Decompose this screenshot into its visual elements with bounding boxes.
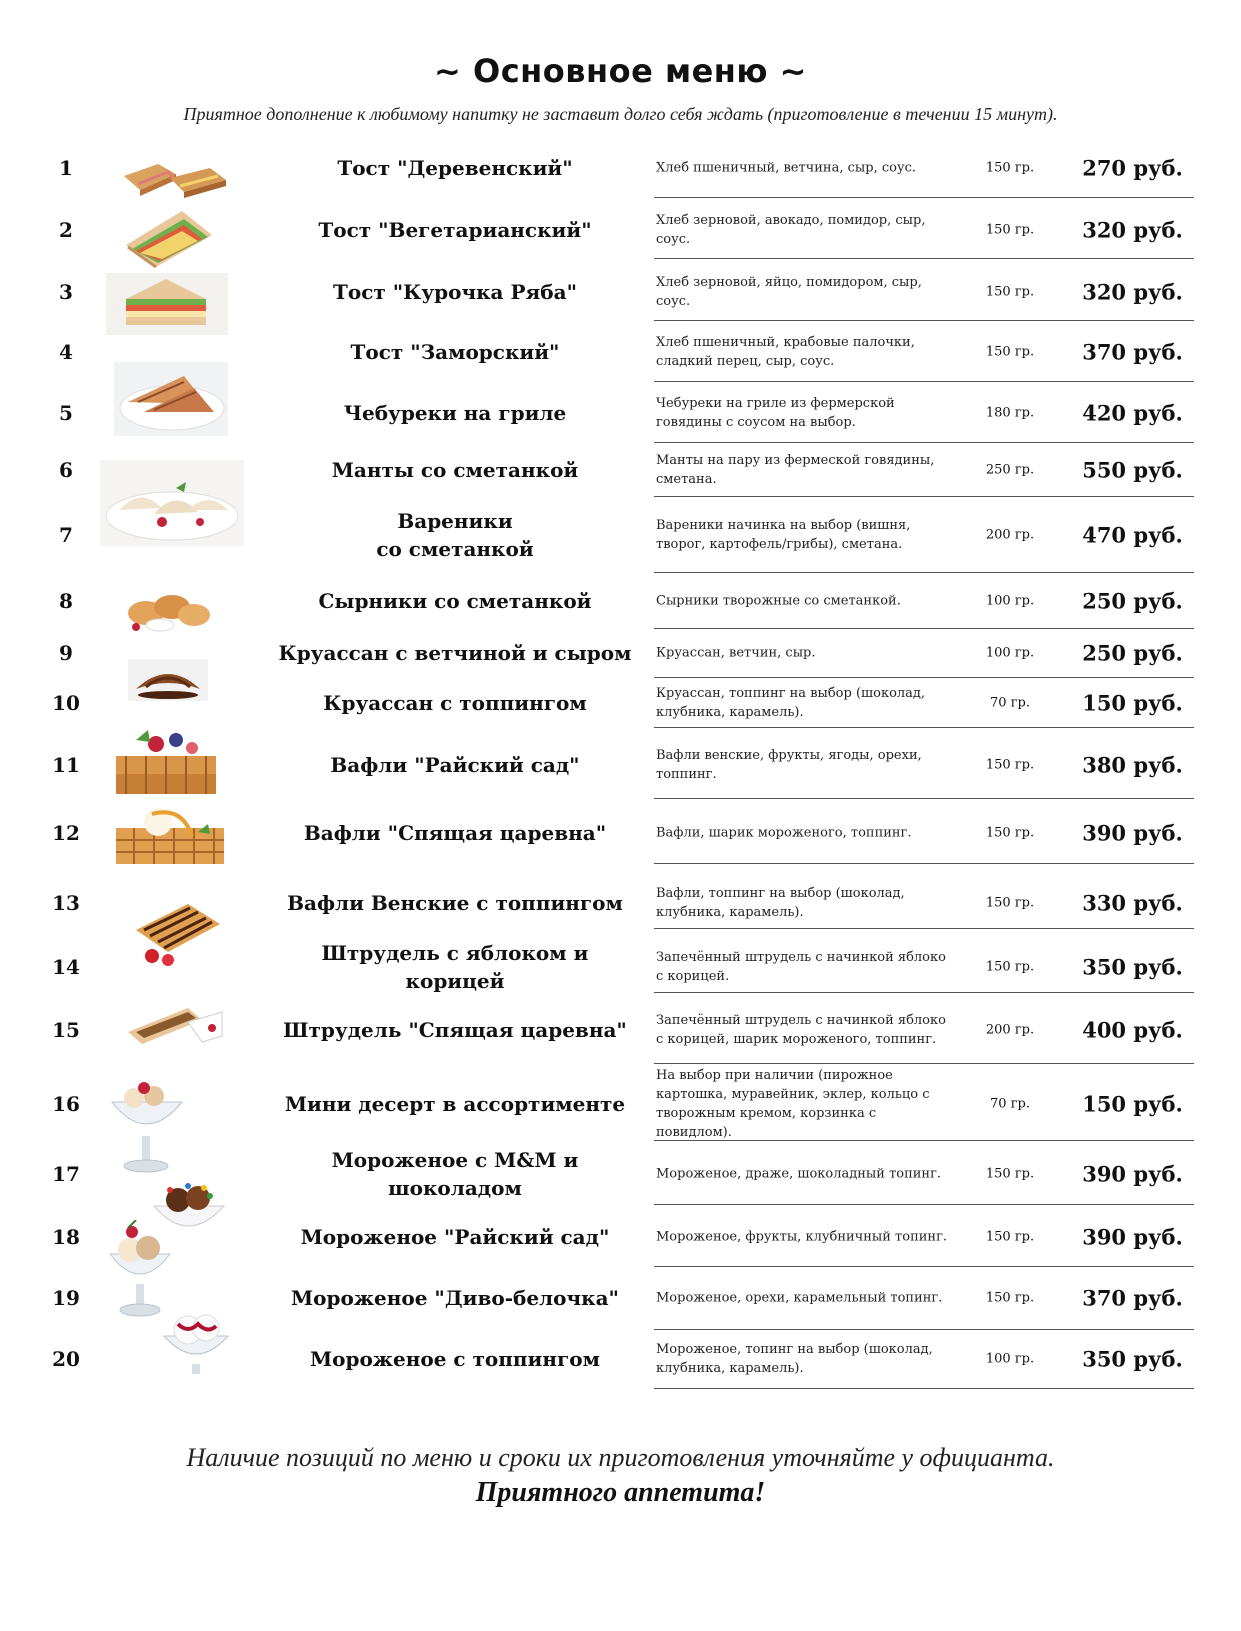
item-price: 550 руб. [1082,457,1183,483]
row-divider [654,442,1194,443]
row-divider [654,320,1194,321]
item-weight: 150 гр. [985,895,1035,911]
row-divider [654,992,1194,993]
page-title: ~ Основное меню ~ [434,52,807,90]
item-weight: 150 гр. [985,284,1035,300]
row-divider [654,197,1194,198]
item-name: Вафли Венские с топпингом [287,891,623,915]
item-weight: 200 гр. [985,1022,1035,1038]
item-weight: 150 гр. [985,1290,1035,1306]
item-description: Вафли, шарик мороженого, топпинг. [656,825,912,841]
item-number: 5 [59,401,73,425]
item-name: Манты со сметанкой [331,458,579,482]
item-number: 14 [52,955,80,979]
item-description: Манты на пару из фермеской говядины, сметана. [656,453,935,487]
item-description: Сырники творожные со сметанкой. [656,593,901,609]
item-price: 400 руб. [1082,1017,1183,1043]
item-number: 20 [52,1347,80,1371]
item-price: 420 руб. [1082,400,1183,426]
row-divider [654,496,1194,497]
footer-note: Наличие позиций по меню и сроки их приготовления уточняйте у официанта. [186,1443,1055,1472]
item-number: 15 [52,1018,80,1042]
strudel-image [118,1002,228,1046]
row-divider [654,677,1194,678]
item-price: 390 руб. [1082,1224,1183,1250]
item-number: 8 [59,589,73,613]
item-name: Сырники со сметанкой [318,589,592,613]
item-price: 320 руб. [1082,217,1183,243]
item-number: 12 [52,821,80,845]
syrniki-image [120,585,216,635]
row-divider [654,572,1194,573]
item-name: Чебуреки на гриле [343,401,567,425]
cheburek-image [114,362,228,436]
item-price: 330 руб. [1082,890,1183,916]
item-description: Хлеб зерновой, авокадо, помидор, сыр, соус. [656,213,926,247]
item-price: 150 руб. [1082,690,1183,716]
item-price: 470 руб. [1082,522,1183,548]
row-divider [654,1266,1194,1267]
item-name: Мороженое "Райский сад" [300,1225,610,1249]
row-divider [654,727,1194,728]
item-number: 10 [52,691,80,715]
item-price: 270 руб. [1082,155,1183,181]
item-name: Тост "Вегетарианский" [318,218,592,242]
item-weight: 100 гр. [985,593,1035,609]
item-weight: 200 гр. [985,527,1035,543]
item-name: Круассан с топпингом [323,691,587,715]
item-name: Мини десерт в ассортименте [284,1092,626,1116]
item-number: 2 [59,218,73,242]
item-weight: 100 гр. [985,1351,1035,1367]
item-description: Мороженое, орехи, карамельный топинг. [656,1290,943,1306]
item-number: 13 [52,891,80,915]
item-number: 9 [59,641,73,665]
item-weight: 150 гр. [985,825,1035,841]
item-number: 17 [52,1162,80,1186]
item-price: 320 руб. [1082,279,1183,305]
item-description: Запечённый штрудель с начинкой яблоко с корицей. [656,950,946,984]
page-subtitle: Приятное дополнение к любимому напитку не заставит долго себя ждать (приготовление в течении 15 минут). [183,104,1058,124]
item-description: Хлеб пшеничный, крабовые палочки, сладкий перец, сыр, соус. [656,335,915,369]
item-price: 150 руб. [1082,1091,1183,1117]
item-weight: 150 гр. [985,959,1035,975]
item-description: Круассан, топпинг на выбор (шоколад, клубника, карамель). [656,686,926,720]
row-divider [654,1063,1194,1064]
item-name: Тост "Деревенский" [337,156,573,180]
item-number: 1 [59,156,73,180]
item-name: Мороженое "Диво-белочка" [291,1286,619,1310]
row-divider [654,798,1194,799]
item-description: Вареники начинка на выбор (вишня, творог, картофель/грибы), сметана. [656,518,911,552]
item-weight: 150 гр. [985,1166,1035,1182]
item-name: Вафли "Райский сад" [330,753,580,777]
item-description: Мороженое, драже, шоколадный топинг. [656,1166,942,1182]
item-description: Круассан, ветчин, сыр. [656,645,816,661]
toast-vegetarian-image [122,205,222,271]
row-divider [654,1329,1194,1330]
icecream-topping-image [158,1310,234,1382]
item-price: 370 руб. [1082,339,1183,365]
item-price: 390 руб. [1082,820,1183,846]
item-weight: 150 гр. [985,160,1035,176]
item-price: 250 руб. [1082,588,1183,614]
item-number: 6 [59,458,73,482]
item-weight: 180 гр. [985,405,1035,421]
toast-village-image [118,156,230,198]
item-weight: 150 гр. [985,1229,1035,1245]
manty-vareniki-image [100,460,244,546]
row-divider [654,628,1194,629]
item-name: Тост "Заморский" [350,340,560,364]
item-number: 7 [59,523,73,547]
item-number: 4 [59,340,73,364]
item-description: Хлеб пшеничный, ветчина, сыр, соус. [656,160,916,176]
waffle-princess-image [102,802,240,870]
item-weight: 70 гр. [990,1096,1030,1112]
item-name: Мороженое с M&M и шоколадом [331,1148,579,1200]
item-name: Мороженое с топпингом [310,1347,600,1371]
row-divider [654,863,1194,864]
item-name: Штрудель "Спящая царевна" [283,1018,627,1042]
item-price: 250 руб. [1082,640,1183,666]
item-weight: 100 гр. [985,645,1035,661]
icecream-garden-image [102,1220,178,1318]
item-description: Мороженое, фрукты, клубничный топинг. [656,1229,948,1245]
item-description: Мороженое, топинг на выбор (шоколад, клубника, карамель). [656,1342,933,1376]
item-weight: 250 гр. [985,462,1035,478]
croissant-image [128,659,208,701]
row-divider [654,1140,1194,1141]
item-weight: 150 гр. [985,757,1035,773]
item-number: 18 [52,1225,80,1249]
item-description: Вафли, топпинг на выбор (шоколад, клубника, карамель). [656,886,905,920]
item-name: Тост "Курочка Ряба" [332,280,578,304]
waffle-vienna-image [128,890,226,968]
toast-ryaba-image [106,273,228,335]
item-description: Запечённый штрудель с начинкой яблоко с корицей, шарик мороженого, топпинг. [656,1013,946,1047]
item-weight: 150 гр. [985,222,1035,238]
item-price: 350 руб. [1082,1346,1183,1372]
item-weight: 150 гр. [985,344,1035,360]
row-divider [654,381,1194,382]
item-description: Хлеб зерновой, яйцо, помидором, сыр, соус. [656,275,922,309]
waffle-garden-image [96,716,238,804]
item-number: 19 [52,1286,80,1310]
item-name: Круассан с ветчиной и сыром [278,641,632,665]
item-description: На выбор при наличии (пирожное картошка, муравейник, эклер, кольцо с творожным кремом, корзинка с повидлом). [656,1068,930,1140]
row-divider [654,1204,1194,1205]
item-price: 350 руб. [1082,954,1183,980]
item-name: Вафли "Спящая царевна" [303,821,607,845]
item-name: Штрудель с яблоком и корицей [321,941,589,993]
item-weight: 70 гр. [990,695,1030,711]
item-price: 370 руб. [1082,1285,1183,1311]
item-price: 390 руб. [1082,1161,1183,1187]
item-price: 380 руб. [1082,752,1183,778]
footer-greeting: Приятного аппетита! [475,1477,766,1508]
item-number: 16 [52,1092,80,1116]
item-number: 3 [59,280,73,304]
item-name: Вареники со сметанкой [376,509,534,561]
item-description: Вафли венские, фрукты, ягоды, орехи, топпинг. [656,748,922,782]
row-divider [654,928,1194,929]
item-number: 11 [52,753,80,777]
mini-dessert-image [106,1076,188,1176]
row-divider [654,1388,1194,1389]
item-description: Чебуреки на гриле из фермерской говядины с соусом на выбор. [656,396,895,430]
row-divider [654,258,1194,259]
